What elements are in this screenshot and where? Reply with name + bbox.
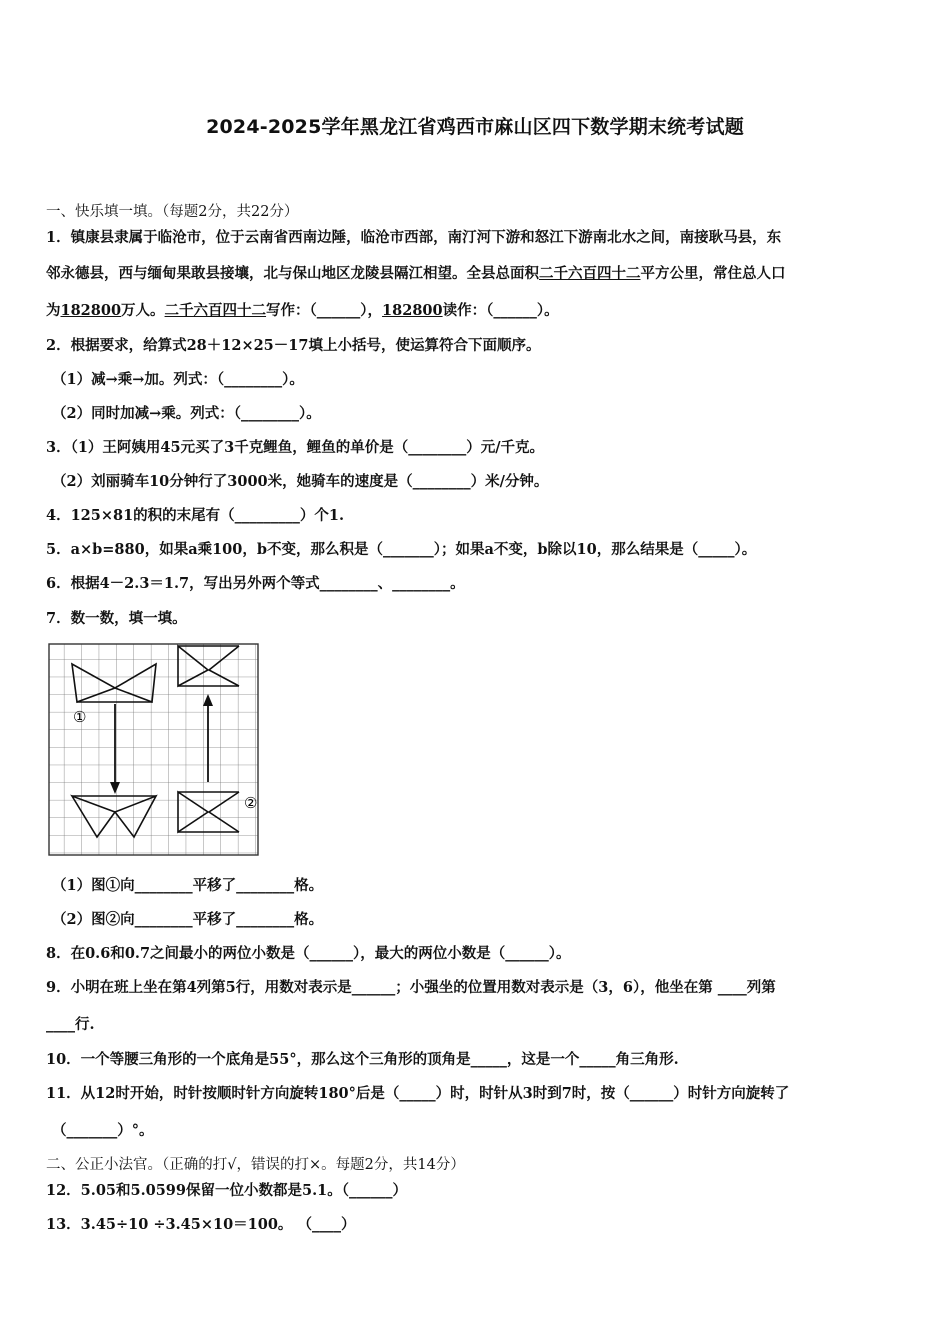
q9-line-2: ____行. <box>46 1016 95 1033</box>
q2-line-1: 2．根据要求，给算式28＋12×25－17填上小括号，使运算符合下面顺序。 <box>46 337 541 354</box>
q1-text: 为 <box>46 302 61 319</box>
q2-part-1: （1）减→乘→加。列式：（________）。 <box>52 371 304 388</box>
section-1-heading: 一、快乐填一填。（每题2分，共22分） <box>46 204 299 220</box>
q1-text: 读作：（______）。 <box>442 302 559 319</box>
q1-line-2 <box>46 264 786 284</box>
q1-text: 邻永德县，西与缅甸果敢县接壤，北与保山地区龙陵县隔江相望。全县总面积 <box>46 265 539 282</box>
q1-underlined-area: 二千六百四十二 <box>539 265 641 282</box>
q3-line-1: 3．（1）王阿姨用45元买了3千克鲤鱼，鲤鱼的单价是（________）元/千克。 <box>46 439 544 456</box>
q1-line-1: 1．镇康县隶属于临沧市，位于云南省西南边陲，临沧市西部，南汀河下游和怒江下游南北水之间，南接耿马县，东 <box>46 229 782 246</box>
q6: 6．根据4－2.3＝1.7，写出另外两个等式________、________。 <box>46 575 465 592</box>
translation-grid-figure <box>47 642 267 860</box>
q1-underlined-number-2: 182800 <box>382 302 443 319</box>
q1-underlined-number: 182800 <box>60 302 122 319</box>
q1-underlined-words: 二千六百四十二 <box>164 302 267 319</box>
q8: 8．在0.6和0.7之间最小的两位小数是（______），最大的两位小数是（______）。 <box>46 945 571 962</box>
q12: 12．5.05和5.0599保留一位小数都是5.1。（______） <box>46 1182 407 1199</box>
q1-text: 万人。 <box>121 302 165 319</box>
q7-heading: 7．数一数，填一填。 <box>46 610 187 627</box>
q2-part-2: （2）同时加减→乘。列式：（________）。 <box>52 405 321 422</box>
section-2-heading: 二、公正小法官。（正确的打√，错误的打×。每题2分，共14分） <box>46 1157 465 1173</box>
page-title: 2024-2025学年黑龙江省鸡西市麻山区四下数学期末统考试题 <box>206 116 744 138</box>
shape-1-label: ① <box>73 708 87 726</box>
q5: 5．a×b=880，如果a乘100，b不变，那么积是（_______）；如果a不变，b除以10，那么结果是（_____）。 <box>46 541 757 558</box>
q11-line-1: 11．从12时开始，时针按顺时针方向旋转180°后是（_____）时，时针从3时到7时，按（______）时针方向旋转了 <box>46 1085 790 1102</box>
q7-part-1: （1）图①向________平移了________格。 <box>52 877 324 894</box>
q10: 10．一个等腰三角形的一个底角是55°，那么这个三角形的顶角是_____，这是一个_____角三角形. <box>46 1051 679 1068</box>
q1-text: 写作：（______）， <box>266 302 383 319</box>
q9-line-1: 9．小明在班上坐在第4列第5行，用数对表示是______；小强坐的位置用数对表示是（3，6），他坐在第 ____列第 <box>46 979 776 996</box>
q7-part-2: （2）图②向________平移了________格。 <box>52 911 324 928</box>
shape-2-label: ② <box>244 794 258 812</box>
q1-text: 平方公里，常住总人口 <box>640 265 786 282</box>
q1-line-3 <box>46 301 559 321</box>
q11-line-2: （_______）°。 <box>52 1122 154 1139</box>
q4: 4．125×81的积的末尾有（_________）个1. <box>46 507 345 524</box>
q3-line-2: （2）刘丽骑车10分钟行了3000米，她骑车的速度是（________）米/分钟。 <box>52 473 549 490</box>
q13: 13．3.45÷10 ÷3.45×10＝100。 （____） <box>46 1216 356 1233</box>
